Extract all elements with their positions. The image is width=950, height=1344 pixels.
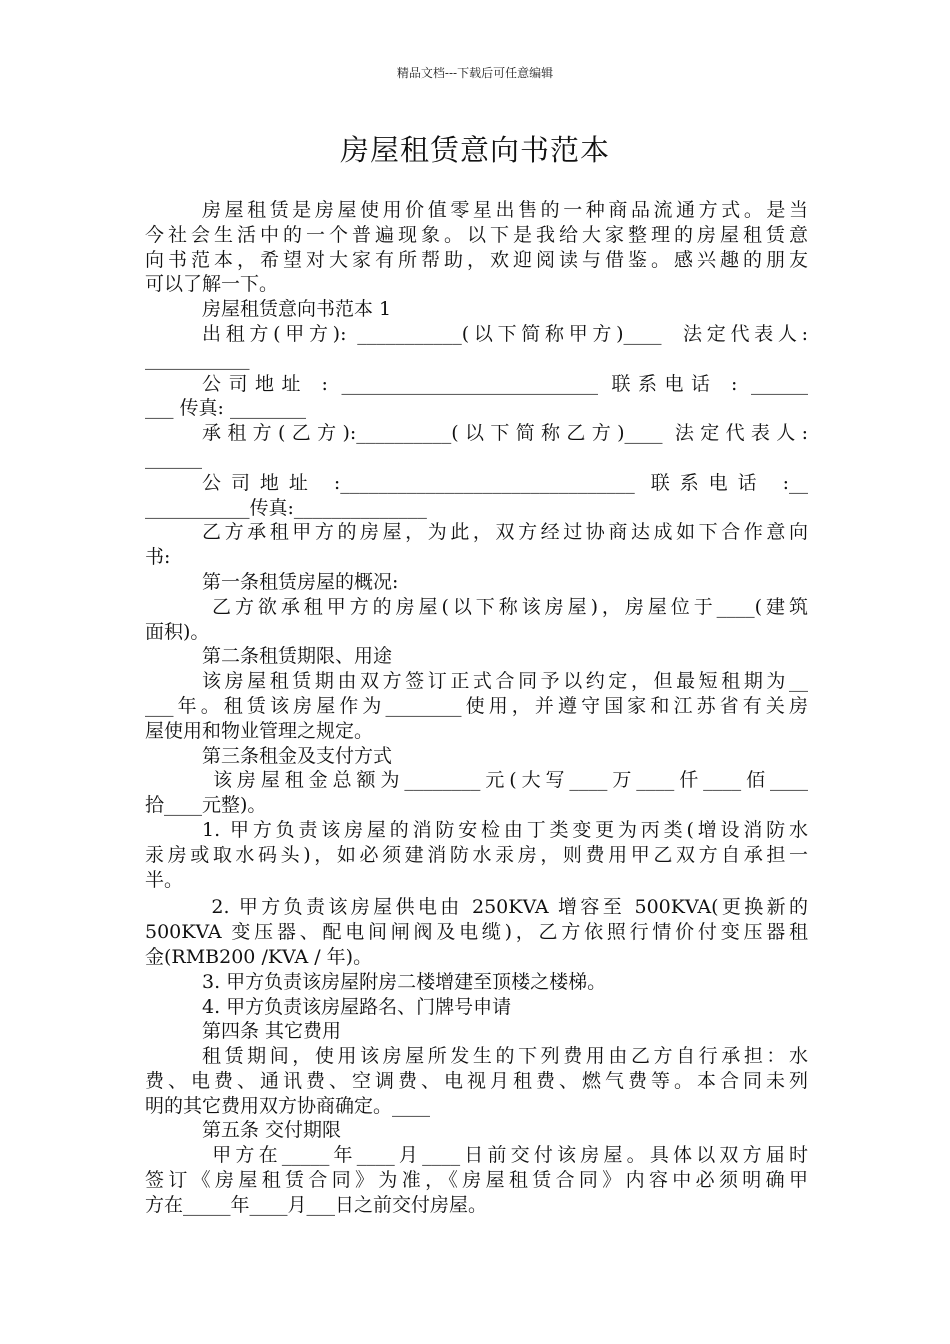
body-line: 房屋租赁意向书范本 1	[202, 298, 392, 321]
body-line: 第一条租赁房屋的概况:	[202, 570, 399, 593]
body-line: 4. 甲方负责该房屋路名、门牌号申请	[202, 995, 512, 1018]
body-line: ___________传真:______________	[145, 496, 427, 519]
body-line: 向书范本，希望对大家有所帮助，欢迎阅读与借鉴。感兴趣的朋友	[145, 248, 808, 271]
body-line: 500KVA 变压器、配电间闸阀及电缆)，乙方依照行情价付变压器租	[145, 921, 808, 944]
body-line: 该房屋租金总额为________元(大写____万____仟____佰____	[202, 769, 808, 792]
page-header: 精品文档---下载后可任意编辑	[396, 66, 554, 80]
body-line: 乙方承租甲方的房屋，为此，双方经过协商达成如下合作意向	[202, 521, 808, 544]
body-line: 金(RMB200 /KVA / 年)。	[145, 945, 373, 968]
document-body	[145, 198, 808, 1218]
body-line: 公司地址 : ___________________________ 联系电话 : ______	[202, 372, 808, 395]
body-line: 汞房或取水码头)，如必须建消防水汞房，则费用甲乙双方自承担一	[145, 843, 808, 866]
body-line: 第二条租赁期限、用途	[202, 645, 393, 668]
body-line: 明的其它费用双方协商确定。____	[145, 1094, 431, 1117]
body-line: ___________	[145, 347, 250, 370]
body-line: 面积)。	[145, 620, 210, 643]
body-line: 甲方在_____年____月____日前交付该房屋。具体以双方届时	[202, 1144, 808, 1167]
body-line: 书:	[145, 546, 171, 569]
body-line: 拾____元整)。	[145, 794, 267, 817]
body-line: 租赁期间，使用该房屋所发生的下列费用由乙方自行承担：水	[202, 1045, 808, 1068]
body-line: 该房屋租赁期由双方签订正式合同予以约定，但最短租期为__	[202, 670, 808, 693]
body-line: 今社会生活中的一个普遍现象。以下是我给大家整理的房屋租赁意	[145, 223, 808, 246]
body-line: 公司地址 :_______________________________ 联系电话 :__	[202, 471, 808, 494]
body-line: 出租方(甲方): ___________(以下简称甲方)____ 法定代表人:	[202, 322, 808, 345]
body-line: 可以了解一下。	[145, 273, 279, 296]
body-line: 第五条 交付期限	[202, 1119, 342, 1142]
body-line: 承租方(乙方):__________(以下简称乙方)____ 法定代表人:	[202, 422, 808, 445]
body-line: 方在_____年____月___日之前交付房屋。	[145, 1193, 488, 1216]
body-line: ______	[145, 446, 202, 469]
body-line: 3. 甲方负责该房屋附房二楼增建至顶楼之楼梯。	[202, 970, 607, 993]
body-line: 房屋租赁是房屋使用价值零星出售的一种商品流通方式。是当	[202, 199, 808, 221]
body-line: 半。	[145, 868, 184, 891]
body-line: 乙方欲承租甲方的房屋(以下称该房屋)，房屋位于____(建筑	[202, 595, 808, 618]
body-line: ___年。租赁该房屋作为________使用，并遵守国家和江苏省有关房	[145, 694, 808, 717]
body-line: ___ 传真: ________	[145, 397, 306, 420]
body-line: 第三条租金及支付方式	[202, 744, 393, 767]
body-line: 1. 甲方负责该房屋的消防安检由丁类变更为丙类(增设消防水	[202, 818, 808, 841]
body-line: 屋使用和物业管理之规定。	[145, 719, 374, 742]
document-title: 房屋租赁意向书范本	[339, 133, 610, 167]
body-line: 签订《房屋租赁合同》为准，《房屋租赁合同》内容中必须明确甲	[145, 1169, 808, 1192]
body-line: 2. 甲方负责该房屋供电由 250KVA 增容至 500KVA(更换新的	[202, 896, 808, 919]
body-line: 费、电费、通讯费、空调费、电视月租费、燃气费等。本合同未列	[145, 1069, 808, 1092]
body-line: 第四条 其它费用	[202, 1020, 342, 1043]
